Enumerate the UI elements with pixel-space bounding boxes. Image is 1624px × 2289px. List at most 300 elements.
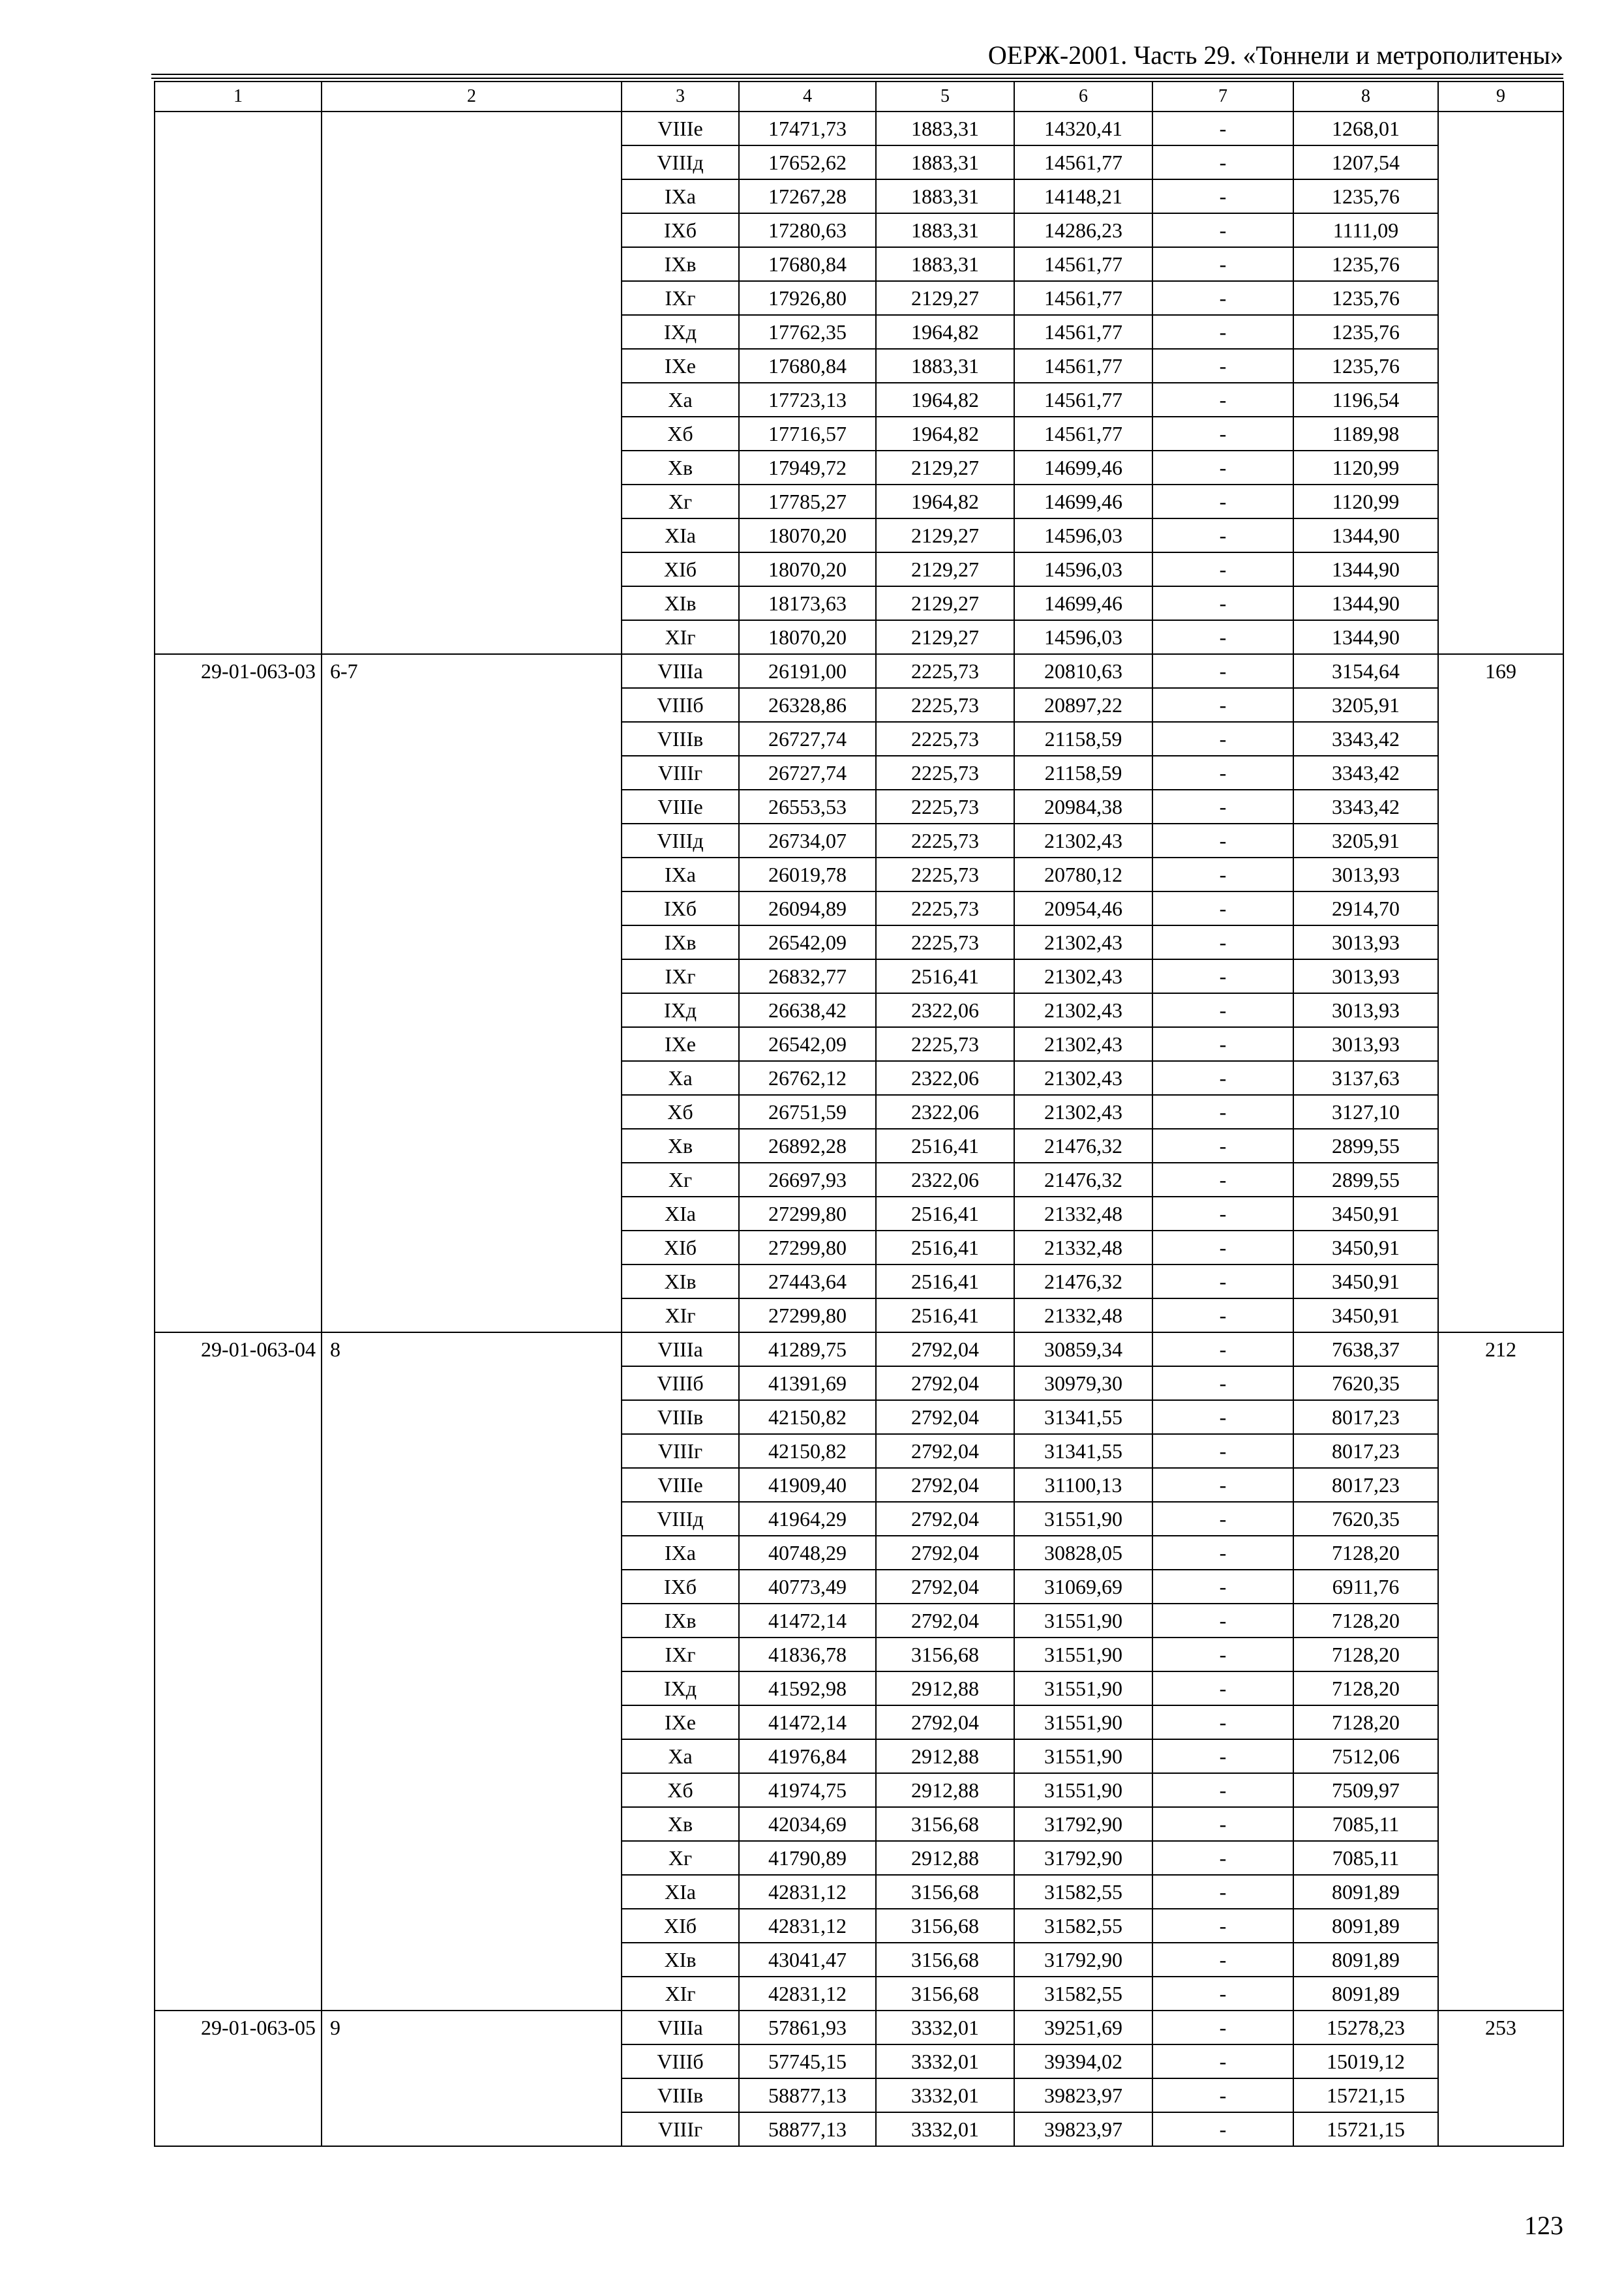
drivers-wages-cell: - — [1152, 1298, 1293, 1332]
category-cell: XIв — [622, 586, 739, 620]
wages-cell: 2912,88 — [876, 1841, 1014, 1875]
drivers-wages-cell: - — [1152, 1163, 1293, 1197]
total-cost-cell: 27299,80 — [739, 1298, 876, 1332]
category-cell: Xб — [622, 1095, 739, 1129]
wages-cell: 1883,31 — [876, 112, 1014, 145]
wages-cell: 1883,31 — [876, 247, 1014, 281]
wages-cell: 2792,04 — [876, 1400, 1014, 1434]
materials-cell: 1344,90 — [1293, 586, 1438, 620]
total-cost-cell: 17723,13 — [739, 383, 876, 417]
machines-cell: 21332,48 — [1014, 1298, 1152, 1332]
materials-cell: 1344,90 — [1293, 620, 1438, 654]
wages-cell: 2129,27 — [876, 281, 1014, 315]
category-cell: Xб — [622, 1773, 739, 1807]
total-cost-cell: 42831,12 — [739, 1875, 876, 1909]
machines-cell: 21476,32 — [1014, 1264, 1152, 1298]
category-cell: Xв — [622, 1807, 739, 1841]
wages-cell: 2225,73 — [876, 1027, 1014, 1061]
total-cost-cell: 57861,93 — [739, 2011, 876, 2044]
wages-cell: 2129,27 — [876, 552, 1014, 586]
machines-cell: 31341,55 — [1014, 1434, 1152, 1468]
drivers-wages-cell: - — [1152, 451, 1293, 485]
machines-cell: 14286,23 — [1014, 213, 1152, 247]
machines-cell: 14596,03 — [1014, 552, 1152, 586]
category-cell: VIIIа — [622, 654, 739, 688]
category-cell: IXг — [622, 1638, 739, 1671]
drivers-wages-cell: - — [1152, 145, 1293, 179]
drivers-wages-cell: - — [1152, 281, 1293, 315]
total-cost-cell: 41976,84 — [739, 1739, 876, 1773]
drivers-wages-cell: - — [1152, 518, 1293, 552]
total-cost-cell: 42831,12 — [739, 1977, 876, 2011]
drivers-wages-cell: - — [1152, 1807, 1293, 1841]
materials-cell: 3450,91 — [1293, 1231, 1438, 1264]
total-cost-cell: 18070,20 — [739, 552, 876, 586]
machines-cell: 39823,97 — [1014, 2112, 1152, 2146]
total-cost-cell: 41974,75 — [739, 1773, 876, 1807]
category-cell: VIIIд — [622, 1502, 739, 1536]
category-cell: Xа — [622, 1061, 739, 1095]
drivers-wages-cell: - — [1152, 1095, 1293, 1129]
wages-cell: 2322,06 — [876, 993, 1014, 1027]
wages-cell: 2225,73 — [876, 722, 1014, 756]
total-cost-cell: 26328,86 — [739, 688, 876, 722]
category-cell: Xг — [622, 1841, 739, 1875]
machines-cell: 14561,77 — [1014, 417, 1152, 451]
materials-cell: 8091,89 — [1293, 1977, 1438, 2011]
drivers-wages-cell: - — [1152, 1536, 1293, 1570]
wages-cell: 2225,73 — [876, 790, 1014, 824]
rate-code-cell — [155, 112, 322, 654]
wages-cell: 3156,68 — [876, 1977, 1014, 2011]
drivers-wages-cell: - — [1152, 315, 1293, 349]
wages-cell: 2792,04 — [876, 1705, 1014, 1739]
category-cell: IXе — [622, 349, 739, 383]
wages-cell: 3156,68 — [876, 1875, 1014, 1909]
wages-cell: 2129,27 — [876, 451, 1014, 485]
machines-cell: 21302,43 — [1014, 925, 1152, 959]
total-cost-cell: 58877,13 — [739, 2078, 876, 2112]
total-cost-cell: 57745,15 — [739, 2044, 876, 2078]
category-cell: VIIIе — [622, 1468, 739, 1502]
total-cost-cell: 26019,78 — [739, 858, 876, 891]
drivers-wages-cell: - — [1152, 1061, 1293, 1095]
materials-cell: 7085,11 — [1293, 1841, 1438, 1875]
machines-cell: 21302,43 — [1014, 959, 1152, 993]
machines-cell: 39823,97 — [1014, 2078, 1152, 2112]
drivers-wages-cell: - — [1152, 213, 1293, 247]
wages-cell: 3156,68 — [876, 1909, 1014, 1943]
category-cell: Xг — [622, 485, 739, 518]
page-header-title: ОЕРЖ-2001. Часть 29. «Тоннели и метрополитены» — [987, 40, 1563, 70]
drivers-wages-cell: - — [1152, 1875, 1293, 1909]
drivers-wages-cell: - — [1152, 179, 1293, 213]
column-number: 6 — [1014, 82, 1152, 112]
wages-cell: 2912,88 — [876, 1773, 1014, 1807]
wages-cell: 1964,82 — [876, 485, 1014, 518]
total-cost-cell: 42150,82 — [739, 1400, 876, 1434]
machines-cell: 39394,02 — [1014, 2044, 1152, 2078]
column-number: 8 — [1293, 82, 1438, 112]
table-body — [155, 112, 1563, 2146]
materials-cell: 7638,37 — [1293, 1332, 1438, 1366]
labor-cell: 169 — [1438, 654, 1563, 1332]
materials-cell: 7128,20 — [1293, 1671, 1438, 1705]
wages-cell: 2516,41 — [876, 1264, 1014, 1298]
total-cost-cell: 40748,29 — [739, 1536, 876, 1570]
machines-cell: 21332,48 — [1014, 1197, 1152, 1231]
machines-cell: 31792,90 — [1014, 1841, 1152, 1875]
wages-cell: 2225,73 — [876, 756, 1014, 790]
total-cost-cell: 41391,69 — [739, 1366, 876, 1400]
category-cell: VIIIб — [622, 688, 739, 722]
drivers-wages-cell: - — [1152, 756, 1293, 790]
drivers-wages-cell: - — [1152, 1264, 1293, 1298]
drivers-wages-cell: - — [1152, 1739, 1293, 1773]
total-cost-cell: 58877,13 — [739, 2112, 876, 2146]
total-cost-cell: 17716,57 — [739, 417, 876, 451]
category-cell: VIIIд — [622, 824, 739, 858]
machines-cell: 31551,90 — [1014, 1739, 1152, 1773]
column-number-row — [155, 82, 1563, 112]
materials-cell: 8091,89 — [1293, 1875, 1438, 1909]
category-cell: IXе — [622, 1027, 739, 1061]
machines-cell: 14699,46 — [1014, 451, 1152, 485]
materials-cell: 8017,23 — [1293, 1400, 1438, 1434]
drivers-wages-cell: - — [1152, 552, 1293, 586]
materials-cell: 1344,90 — [1293, 518, 1438, 552]
table-row — [155, 1332, 1563, 1366]
category-cell: XIа — [622, 1197, 739, 1231]
table-row — [155, 2011, 1563, 2044]
wages-cell: 2225,73 — [876, 891, 1014, 925]
wages-cell: 3332,01 — [876, 2011, 1014, 2044]
materials-cell: 1344,90 — [1293, 552, 1438, 586]
column-number: 1 — [155, 82, 322, 112]
drivers-wages-cell: - — [1152, 485, 1293, 518]
category-cell: VIIIе — [622, 112, 739, 145]
rate-code-cell: 29-01-063-05 — [155, 2011, 322, 2146]
machines-cell: 14561,77 — [1014, 145, 1152, 179]
materials-cell: 15019,12 — [1293, 2044, 1438, 2078]
category-cell: VIIIа — [622, 2011, 739, 2044]
wages-cell: 2225,73 — [876, 925, 1014, 959]
drivers-wages-cell: - — [1152, 688, 1293, 722]
machines-cell: 39251,69 — [1014, 2011, 1152, 2044]
total-cost-cell: 42831,12 — [739, 1909, 876, 1943]
machines-cell: 14596,03 — [1014, 518, 1152, 552]
total-cost-cell: 41289,75 — [739, 1332, 876, 1366]
labor-cell — [1438, 112, 1563, 654]
machines-cell: 14148,21 — [1014, 179, 1152, 213]
materials-cell: 1120,99 — [1293, 451, 1438, 485]
column-number: 3 — [622, 82, 739, 112]
wages-cell: 3332,01 — [876, 2044, 1014, 2078]
drivers-wages-cell: - — [1152, 1638, 1293, 1671]
total-cost-cell: 18173,63 — [739, 586, 876, 620]
drivers-wages-cell: - — [1152, 925, 1293, 959]
total-cost-cell: 43041,47 — [739, 1943, 876, 1977]
category-cell: XIб — [622, 1231, 739, 1264]
materials-cell: 7620,35 — [1293, 1366, 1438, 1400]
total-cost-cell: 27299,80 — [739, 1197, 876, 1231]
materials-cell: 6911,76 — [1293, 1570, 1438, 1604]
drivers-wages-cell: - — [1152, 1468, 1293, 1502]
drivers-wages-cell: - — [1152, 1977, 1293, 2011]
wages-cell: 2792,04 — [876, 1434, 1014, 1468]
wages-cell: 1964,82 — [876, 383, 1014, 417]
total-cost-cell: 18070,20 — [739, 620, 876, 654]
machines-cell: 14561,77 — [1014, 281, 1152, 315]
drivers-wages-cell: - — [1152, 112, 1293, 145]
drivers-wages-cell: - — [1152, 1434, 1293, 1468]
drivers-wages-cell: - — [1152, 1705, 1293, 1739]
machines-cell: 31551,90 — [1014, 1705, 1152, 1739]
drivers-wages-cell: - — [1152, 1502, 1293, 1536]
drivers-wages-cell: - — [1152, 1400, 1293, 1434]
machines-cell: 14561,77 — [1014, 247, 1152, 281]
drivers-wages-cell: - — [1152, 959, 1293, 993]
wages-cell: 2129,27 — [876, 620, 1014, 654]
category-cell: IXб — [622, 213, 739, 247]
total-cost-cell: 41836,78 — [739, 1638, 876, 1671]
page-number: 123 — [1524, 2211, 1563, 2240]
materials-cell: 3205,91 — [1293, 824, 1438, 858]
machines-cell: 21476,32 — [1014, 1129, 1152, 1163]
category-cell: IXб — [622, 891, 739, 925]
wages-cell: 1883,31 — [876, 145, 1014, 179]
materials-cell: 7128,20 — [1293, 1638, 1438, 1671]
machines-cell: 31551,90 — [1014, 1773, 1152, 1807]
wages-cell: 2129,27 — [876, 518, 1014, 552]
category-cell: IXа — [622, 858, 739, 891]
wages-cell: 2129,27 — [876, 586, 1014, 620]
total-cost-cell: 26751,59 — [739, 1095, 876, 1129]
materials-cell: 7128,20 — [1293, 1536, 1438, 1570]
category-cell: XIг — [622, 1977, 739, 2011]
category-cell: VIIIг — [622, 756, 739, 790]
drivers-wages-cell: - — [1152, 1671, 1293, 1705]
machines-cell: 31792,90 — [1014, 1807, 1152, 1841]
column-number: 7 — [1152, 82, 1293, 112]
category-cell: IXг — [622, 281, 739, 315]
total-cost-cell: 27299,80 — [739, 1231, 876, 1264]
materials-cell: 1235,76 — [1293, 349, 1438, 383]
materials-cell: 3013,93 — [1293, 959, 1438, 993]
materials-cell: 8091,89 — [1293, 1909, 1438, 1943]
drivers-wages-cell: - — [1152, 586, 1293, 620]
machines-cell: 31792,90 — [1014, 1943, 1152, 1977]
machines-cell: 14320,41 — [1014, 112, 1152, 145]
materials-cell: 8017,23 — [1293, 1468, 1438, 1502]
category-cell: VIIIб — [622, 2044, 739, 2078]
machines-cell: 30859,34 — [1014, 1332, 1152, 1366]
total-cost-cell: 17680,84 — [739, 247, 876, 281]
machines-cell: 14699,46 — [1014, 485, 1152, 518]
machines-cell: 30828,05 — [1014, 1536, 1152, 1570]
category-cell: VIIIе — [622, 790, 739, 824]
materials-cell: 15721,15 — [1293, 2078, 1438, 2112]
materials-cell: 7512,06 — [1293, 1739, 1438, 1773]
machines-cell: 14561,77 — [1014, 315, 1152, 349]
materials-cell: 1120,99 — [1293, 485, 1438, 518]
wages-cell: 2792,04 — [876, 1332, 1014, 1366]
total-cost-cell: 17267,28 — [739, 179, 876, 213]
total-cost-cell: 42034,69 — [739, 1807, 876, 1841]
total-cost-cell: 27443,64 — [739, 1264, 876, 1298]
wages-cell: 2792,04 — [876, 1366, 1014, 1400]
category-cell: IXе — [622, 1705, 739, 1739]
total-cost-cell: 26553,53 — [739, 790, 876, 824]
parameter-cell: 8 — [322, 1332, 622, 2011]
drivers-wages-cell: - — [1152, 1027, 1293, 1061]
category-cell: Xа — [622, 383, 739, 417]
materials-cell: 7128,20 — [1293, 1705, 1438, 1739]
drivers-wages-cell: - — [1152, 993, 1293, 1027]
category-cell: Xг — [622, 1163, 739, 1197]
drivers-wages-cell: - — [1152, 383, 1293, 417]
category-cell: IXд — [622, 1671, 739, 1705]
materials-cell: 1235,76 — [1293, 247, 1438, 281]
total-cost-cell: 26832,77 — [739, 959, 876, 993]
wages-cell: 2225,73 — [876, 858, 1014, 891]
drivers-wages-cell: - — [1152, 1129, 1293, 1163]
category-cell: XIа — [622, 1875, 739, 1909]
wages-cell: 2225,73 — [876, 688, 1014, 722]
total-cost-cell: 17652,62 — [739, 145, 876, 179]
drivers-wages-cell: - — [1152, 1841, 1293, 1875]
machines-cell: 31551,90 — [1014, 1502, 1152, 1536]
parameter-cell — [322, 112, 622, 654]
materials-cell: 3450,91 — [1293, 1298, 1438, 1332]
total-cost-cell: 17785,27 — [739, 485, 876, 518]
materials-cell: 1235,76 — [1293, 281, 1438, 315]
column-number: 9 — [1438, 82, 1563, 112]
materials-cell: 3013,93 — [1293, 925, 1438, 959]
machines-cell: 21302,43 — [1014, 1061, 1152, 1095]
total-cost-cell: 26762,12 — [739, 1061, 876, 1095]
materials-cell: 3343,42 — [1293, 722, 1438, 756]
total-cost-cell: 41964,29 — [739, 1502, 876, 1536]
machines-cell: 21302,43 — [1014, 1027, 1152, 1061]
materials-cell: 1207,54 — [1293, 145, 1438, 179]
category-cell: IXа — [622, 179, 739, 213]
drivers-wages-cell: - — [1152, 2078, 1293, 2112]
machines-cell: 20984,38 — [1014, 790, 1152, 824]
wages-cell: 2516,41 — [876, 1197, 1014, 1231]
category-cell: XIв — [622, 1943, 739, 1977]
category-cell: Xа — [622, 1739, 739, 1773]
category-cell: VIIIв — [622, 722, 739, 756]
machines-cell: 31582,55 — [1014, 1909, 1152, 1943]
materials-cell: 1111,09 — [1293, 213, 1438, 247]
materials-cell: 3450,91 — [1293, 1264, 1438, 1298]
machines-cell: 21158,59 — [1014, 722, 1152, 756]
category-cell: XIв — [622, 1264, 739, 1298]
category-cell: XIг — [622, 1298, 739, 1332]
materials-cell: 7509,97 — [1293, 1773, 1438, 1807]
machines-cell: 31582,55 — [1014, 1977, 1152, 2011]
total-cost-cell: 26892,28 — [739, 1129, 876, 1163]
drivers-wages-cell: - — [1152, 722, 1293, 756]
machines-cell: 20780,12 — [1014, 858, 1152, 891]
total-cost-cell: 26542,09 — [739, 1027, 876, 1061]
category-cell: Xв — [622, 1129, 739, 1163]
drivers-wages-cell: - — [1152, 1197, 1293, 1231]
category-cell: IXа — [622, 1536, 739, 1570]
drivers-wages-cell: - — [1152, 824, 1293, 858]
machines-cell: 31582,55 — [1014, 1875, 1152, 1909]
wages-cell: 2322,06 — [876, 1163, 1014, 1197]
drivers-wages-cell: - — [1152, 1604, 1293, 1638]
drivers-wages-cell: - — [1152, 417, 1293, 451]
total-cost-cell: 26191,00 — [739, 654, 876, 688]
drivers-wages-cell: - — [1152, 1366, 1293, 1400]
drivers-wages-cell: - — [1152, 1231, 1293, 1264]
total-cost-cell: 41909,40 — [739, 1468, 876, 1502]
header-double-rule — [151, 74, 1563, 79]
materials-cell: 15278,23 — [1293, 2011, 1438, 2044]
materials-cell: 1189,98 — [1293, 417, 1438, 451]
machines-cell: 21158,59 — [1014, 756, 1152, 790]
category-cell: XIб — [622, 552, 739, 586]
wages-cell: 2792,04 — [876, 1570, 1014, 1604]
drivers-wages-cell: - — [1152, 1332, 1293, 1366]
total-cost-cell: 42150,82 — [739, 1434, 876, 1468]
price-table — [154, 81, 1564, 2147]
category-cell: XIб — [622, 1909, 739, 1943]
wages-cell: 2516,41 — [876, 1298, 1014, 1332]
category-cell: VIIIг — [622, 1434, 739, 1468]
materials-cell: 8017,23 — [1293, 1434, 1438, 1468]
category-cell: Xв — [622, 451, 739, 485]
labor-cell: 253 — [1438, 2011, 1563, 2146]
table-row — [155, 654, 1563, 688]
rate-code-cell: 29-01-063-04 — [155, 1332, 322, 2011]
drivers-wages-cell: - — [1152, 1943, 1293, 1977]
wages-cell: 1883,31 — [876, 179, 1014, 213]
drivers-wages-cell: - — [1152, 858, 1293, 891]
machines-cell: 31551,90 — [1014, 1671, 1152, 1705]
machines-cell: 20810,63 — [1014, 654, 1152, 688]
wages-cell: 2225,73 — [876, 824, 1014, 858]
wages-cell: 2912,88 — [876, 1739, 1014, 1773]
drivers-wages-cell: - — [1152, 2112, 1293, 2146]
machines-cell: 21332,48 — [1014, 1231, 1152, 1264]
total-cost-cell: 26542,09 — [739, 925, 876, 959]
category-cell: XIг — [622, 620, 739, 654]
materials-cell: 2914,70 — [1293, 891, 1438, 925]
category-cell: VIIIг — [622, 2112, 739, 2146]
total-cost-cell: 26734,07 — [739, 824, 876, 858]
materials-cell: 1235,76 — [1293, 315, 1438, 349]
total-cost-cell: 41592,98 — [739, 1671, 876, 1705]
wages-cell: 1883,31 — [876, 349, 1014, 383]
drivers-wages-cell: - — [1152, 2011, 1293, 2044]
machines-cell: 31069,69 — [1014, 1570, 1152, 1604]
materials-cell: 2899,55 — [1293, 1163, 1438, 1197]
rate-code-cell: 29-01-063-03 — [155, 654, 322, 1332]
materials-cell: 3154,64 — [1293, 654, 1438, 688]
machines-cell: 14561,77 — [1014, 383, 1152, 417]
machines-cell: 14561,77 — [1014, 349, 1152, 383]
materials-cell: 7085,11 — [1293, 1807, 1438, 1841]
wages-cell: 1964,82 — [876, 315, 1014, 349]
total-cost-cell: 17680,84 — [739, 349, 876, 383]
materials-cell: 1235,76 — [1293, 179, 1438, 213]
wages-cell: 2516,41 — [876, 1129, 1014, 1163]
wages-cell: 2516,41 — [876, 1231, 1014, 1264]
